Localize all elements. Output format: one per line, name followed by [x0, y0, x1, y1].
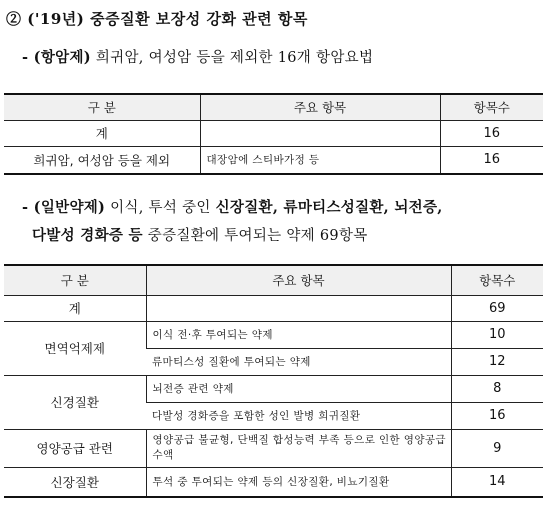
table-row — [4, 146, 543, 174]
row-count: 16 — [440, 146, 543, 174]
general-drug-summary-line2 — [32, 224, 368, 245]
row-item: 대장암에 스티바가정 등 — [200, 146, 440, 174]
row-count: 14 — [451, 467, 543, 497]
row-count: 8 — [451, 375, 543, 402]
total-count: 69 — [451, 295, 543, 321]
total-category: 계 — [4, 295, 146, 321]
anticancer-text: 희귀암, 여성암 등을 제외한 16개 항암요법 — [90, 50, 374, 66]
row-category: 희귀암, 여성암 등을 제외 — [4, 146, 200, 174]
anticancer-prefix: - (항암제) — [22, 49, 91, 66]
general-drug-text: 이식, 투석 중인 — [105, 200, 216, 216]
row-item — [200, 120, 440, 146]
table-row — [4, 375, 543, 402]
anticancer-table — [4, 93, 543, 175]
row-item: 투석 중 투여되는 약제 등의 신장질환, 비뇨기질환 — [146, 467, 451, 497]
header-items: 주요 항목 — [200, 94, 440, 120]
header-count: 항목수 — [440, 94, 543, 120]
table-row — [4, 429, 543, 467]
row-item: 뇌전증 관련 약제 — [146, 375, 451, 402]
header-count: 항목수 — [451, 265, 543, 295]
header-category: 구 분 — [4, 265, 146, 295]
row-count: 16 — [440, 120, 543, 146]
general-drug-table — [4, 264, 543, 498]
group-category: 면역억제제 — [4, 321, 146, 375]
table-row — [4, 120, 543, 146]
group-category: 신장질환 — [4, 467, 146, 497]
row-count: 16 — [451, 402, 543, 429]
group-category: 영양공급 관련 — [4, 429, 146, 467]
general-drug-summary-line1 — [22, 196, 443, 217]
general-drug-text-cont: 중증질환에 투여되는 약제 69항목 — [142, 228, 368, 244]
row-count: 9 — [451, 429, 543, 467]
general-drug-prefix: - (일반약제) — [22, 199, 106, 216]
row-item: 다발성 경화증을 포함한 성인 발병 희귀질환 — [146, 402, 451, 429]
table-row — [4, 295, 543, 321]
row-count: 12 — [451, 348, 543, 375]
header-items: 주요 항목 — [146, 265, 451, 295]
group-category: 신경질환 — [4, 375, 146, 429]
row-item: 이식 전·후 투여되는 약제 — [146, 321, 451, 348]
row-item: 류마티스성 질환에 투여되는 약제 — [146, 348, 451, 375]
total-item — [146, 295, 451, 321]
table-row — [4, 321, 543, 348]
general-drug-diseases-cont: 다발성 경화증 등 — [32, 227, 143, 244]
row-item: 영양공급 불균형, 단백질 합성능력 부족 등으로 인한 영양공급 수액 — [146, 429, 451, 467]
general-drug-diseases: 신장질환, 류마티스성질환, 뇌전증, — [215, 199, 443, 216]
row-category: 계 — [4, 120, 200, 146]
row-count: 10 — [451, 321, 543, 348]
anticancer-summary — [22, 46, 373, 67]
table-row — [4, 467, 543, 497]
section-heading: ② ('19년) 중증질환 보장성 강화 관련 항목 — [6, 10, 308, 28]
header-category: 구 분 — [4, 94, 200, 120]
